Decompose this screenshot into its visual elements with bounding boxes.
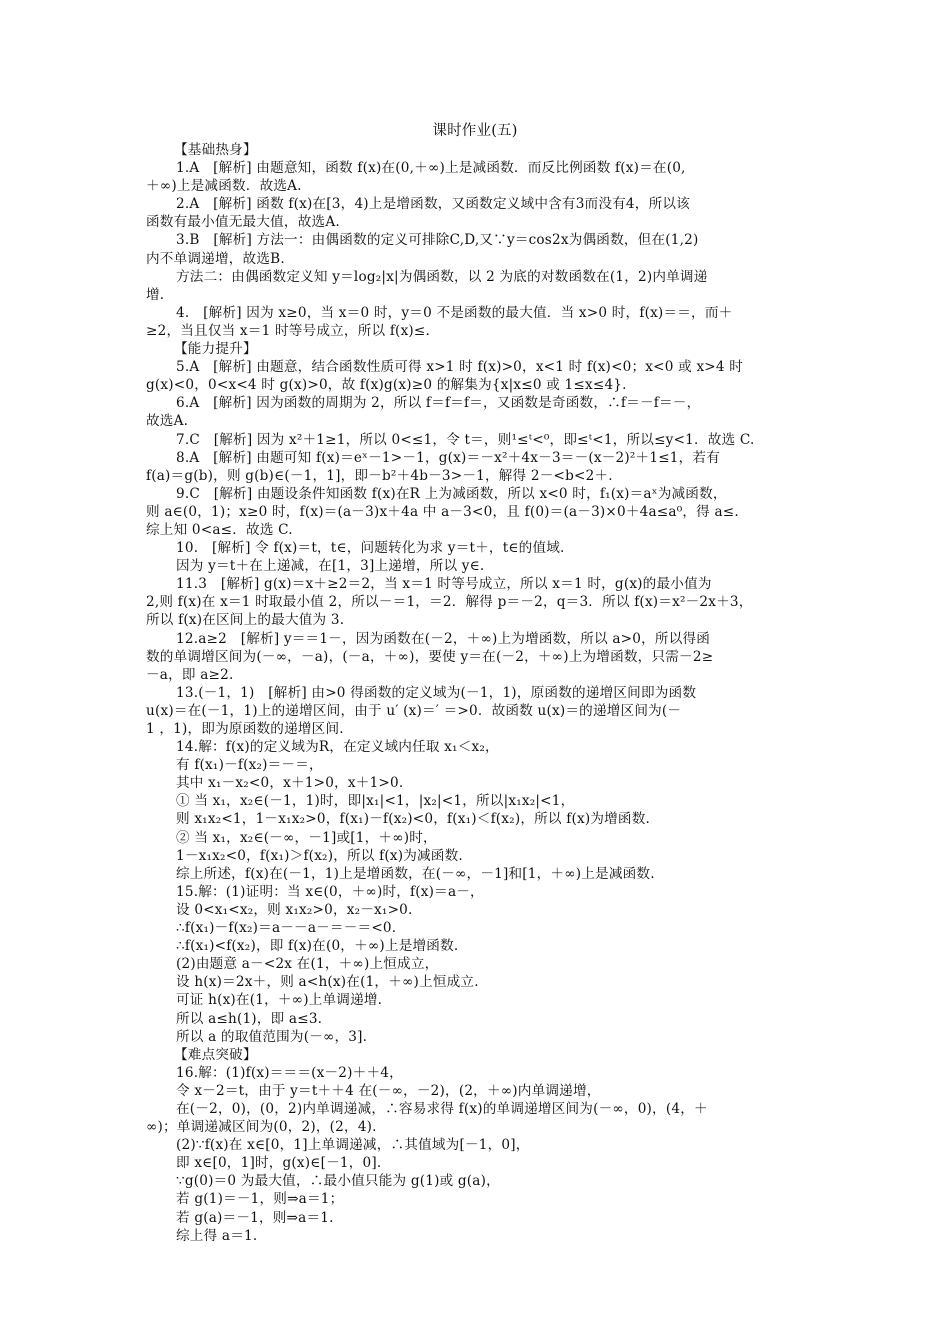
text-line: 13.(－1，1) [解析] 由>0 得函数的定义域为(－1，1)，原函数的递增区间即为函数 — [176, 684, 697, 701]
text-line: 综上所述，f(x)在(－1，1)上是增函数，在(－∞，－1]和[1，＋∞)上是减函数. — [176, 865, 655, 882]
text-line: 5.A [解析] 由题意，结合函数性质可得 x>1 时 f(x)>0，x<1 时 f(x)<0；x<0 或 x>4 时 — [176, 359, 744, 376]
text-line: 故选A. — [146, 413, 189, 430]
text-line: 所以 f(x)在区间上的最大值为 3. — [146, 612, 345, 629]
text-line: 7.C [解析] 因为 x²＋1≥1，所以 0<≤1，令 t＝，则¹≤ᵗ<⁰，即≤ᵗ<1，所以≤y<1．故选 C. — [176, 431, 755, 448]
text-line: 14.解：f(x)的定义域为R，在定义域内任取 x₁＜x₂， — [176, 739, 499, 756]
text-line: (2)由题意 a－<2x 在(1，＋∞)上恒成立， — [176, 956, 439, 973]
text-line: ∵g(0)＝0 为最大值，∴最小值只能为 g(1)或 g(a)， — [176, 1173, 500, 1190]
text-line: 6.A [解析] 因为函数的周期为 2，所以 f＝f＝f＝，又函数是奇函数，∴f＝－f＝－， — [176, 395, 701, 412]
text-line: ① 当 x₁，x₂∈(－1，1)时，即|x₁|<1，|x₂|<1，所以|x₁x₂|<1， — [176, 793, 575, 810]
text-line: 设 0<x₁<x₂，则 x₁x₂>0，x₂－x₁>0. — [176, 901, 413, 918]
text-line: 若 g(a)＝－1，则⇒a＝1. — [176, 1209, 334, 1226]
text-line: 【难点突破】 — [174, 1046, 257, 1063]
text-line: 则 x₁x₂<1，1－x₁x₂>0，f(x₁)－f(x₂)<0，f(x₁)＜f(x₂)，所以 f(x)为增函数. — [176, 811, 651, 828]
text-line: 4. [解析] 因为 x≥0，当 x＝0 时，y＝0 不是函数的最大值．当 x>0 时，f(x)＝＝，而＋ — [176, 304, 733, 321]
text-line: 1.A [解析] 由题意知，函数 f(x)在(0,＋∞)上是减函数．而反比例函数 f(x)＝在(0, — [176, 160, 686, 177]
text-line: 设 h(x)＝2x＋，则 a<h(x)在(1，＋∞)上恒成立. — [176, 974, 479, 991]
text-line: 15.解：(1)证明：当 x∈(0，＋∞)时，f(x)＝a－， — [176, 883, 484, 900]
document-body — [146, 141, 816, 1245]
text-line: 可证 h(x)在(1，＋∞)上单调递增. — [176, 992, 383, 1009]
text-line: 数的单调增区间为(－∞，－a)，(－a，＋∞)，要使 y＝在(－2，＋∞)上为增函数，只需－2≥ — [146, 648, 714, 665]
text-line: 在(－2，0)，(0，2)内单调递减，∴容易求得 f(x)的单调递增区间为(－∞，0)，(4，＋ — [176, 1100, 708, 1117]
text-line: 有 f(x₁)－f(x₂)＝－＝， — [176, 757, 323, 774]
text-line: 11.3 [解析] g(x)＝x＋≥2＝2，当 x＝1 时等号成立，所以 x＝1 时，g(x)的最小值为 — [176, 576, 712, 593]
text-line: ∴f(x₁)<f(x₂)，即 f(x)在(0，＋∞)上是增函数. — [176, 938, 459, 955]
text-line: ∞)；单调递减区间为(0，2)，(2，4). — [146, 1119, 377, 1136]
text-line: g(x)<0，0<x<4 时 g(x)>0，故 f(x)g(x)≥0 的解集为{x|x≤0 或 1≤x≤4}. — [146, 377, 627, 394]
text-line: f(a)＝g(b)，则 g(b)∈(－1，1]，即－b²＋4b－3>－1，解得 2－<b<2＋. — [146, 467, 613, 484]
text-line: 2,则 f(x)在 x＝1 时取最小值 2，所以－＝1，＝2．解得 p＝－2，q＝3．所以 f(x)＝x²－2x＋3， — [146, 594, 753, 611]
text-line: 方法二：由偶函数定义知 y＝log₂|x|为偶函数，以 2 为底的对数函数在(1，2)内单调递 — [176, 268, 708, 285]
text-line: 9.C [解析] 由题设条件知函数 f(x)在R 上为减函数，所以 x<0 时，f₁(x)＝aˣ为减函数， — [176, 485, 727, 502]
text-line: 即 x∈[0，1]时，g(x)∈[－1，0]. — [176, 1155, 382, 1172]
text-line: 令 x－2＝t，由于 y＝t＋＋4 在(－∞，－2)，(2，＋∞)内单调递增， — [176, 1082, 601, 1099]
text-line: 10. [解析] 令 f(x)＝t，t∈，问题转化为求 y＝t＋，t∈的值域. — [176, 540, 565, 557]
text-line: (2)∵f(x)在 x∈[0，1]上单调递减，∴其值域为[－1，0]， — [176, 1137, 530, 1154]
text-line: 2.A [解析] 函数 f(x)在[3，4)上是增函数，又函数定义域中含有3而没有4，所以该 — [176, 196, 690, 213]
text-line: 【基础热身】 — [174, 142, 257, 158]
text-line: 所以 a 的取值范围为(－∞，3]. — [176, 1028, 368, 1045]
text-line: 【能力提升】 — [174, 341, 257, 358]
text-line: u(x)＝在(－1，1)上的递增区间，由于 u′ (x)＝′ ＝>0．故函数 u(x)＝的递增区间为(－ — [146, 702, 682, 719]
text-line: 3.B [解析] 方法一：由偶函数的定义可排除C,D,又∵y＝cos2x为偶函数，但在(1,2) — [176, 232, 699, 249]
text-line: 函数有最小值无最大值，故选A. — [146, 214, 340, 231]
text-line: 1－x₁x₂<0，f(x₁)＞f(x₂)，所以 f(x)为减函数. — [176, 847, 463, 864]
page-title: 课时作业(五) — [432, 123, 518, 139]
text-line: 则 a∈(0，1)；x≥0 时，f(x)＝(a－3)x＋4a 中 a－3<0，且 f(0)＝(a－3)×0＋4a≤a⁰，得 a≤. — [146, 503, 739, 520]
text-line: 综上得 a＝1. — [176, 1227, 258, 1244]
text-line: 内不单调递增，故选B. — [146, 250, 285, 267]
text-line: 综上知 0<a≤．故选 C. — [146, 521, 293, 538]
text-line: ＋∞)上是减函数．故选A. — [146, 178, 302, 195]
text-line: 若 g(1)＝－1，则⇒a＝1； — [176, 1191, 344, 1208]
text-line: 8.A [解析] 由题可知 f(x)＝eˣ－1>－1，g(x)＝－x²＋4x－3＝－(x－2)²＋1≤1，若有 — [176, 449, 721, 466]
text-line: ∴f(x₁)－f(x₂)＝a－－a－＝－＝<0. — [176, 920, 397, 937]
text-line: 其中 x₁－x₂<0，x＋1>0，x＋1>0. — [176, 775, 404, 792]
text-line: ② 当 x₁，x₂∈(－∞，－1]或[1，＋∞)时， — [176, 829, 437, 846]
text-line: 12.a≥2 [解析] y＝＝1－，因为函数在(－2，＋∞)上为增函数，所以 a>0，所以得函 — [176, 630, 711, 647]
text-line: 16.解：(1)f(x)＝＝＝(x－2)＋＋4， — [176, 1064, 403, 1081]
text-line: 因为 y＝t＋在上递减，在[1，3]上递增，所以 y∈. — [176, 558, 485, 575]
text-line: ≥2，当且仅当 x＝1 时等号成立，所以 f(x)≤. — [146, 322, 431, 339]
text-line: －a，即 a≥2. — [146, 666, 234, 683]
text-line: 增. — [146, 286, 165, 303]
text-line: 所以 a≤h(1)，即 a≤3. — [176, 1010, 323, 1027]
text-line: 1 ，1)，即为原函数的递增区间. — [146, 721, 344, 737]
